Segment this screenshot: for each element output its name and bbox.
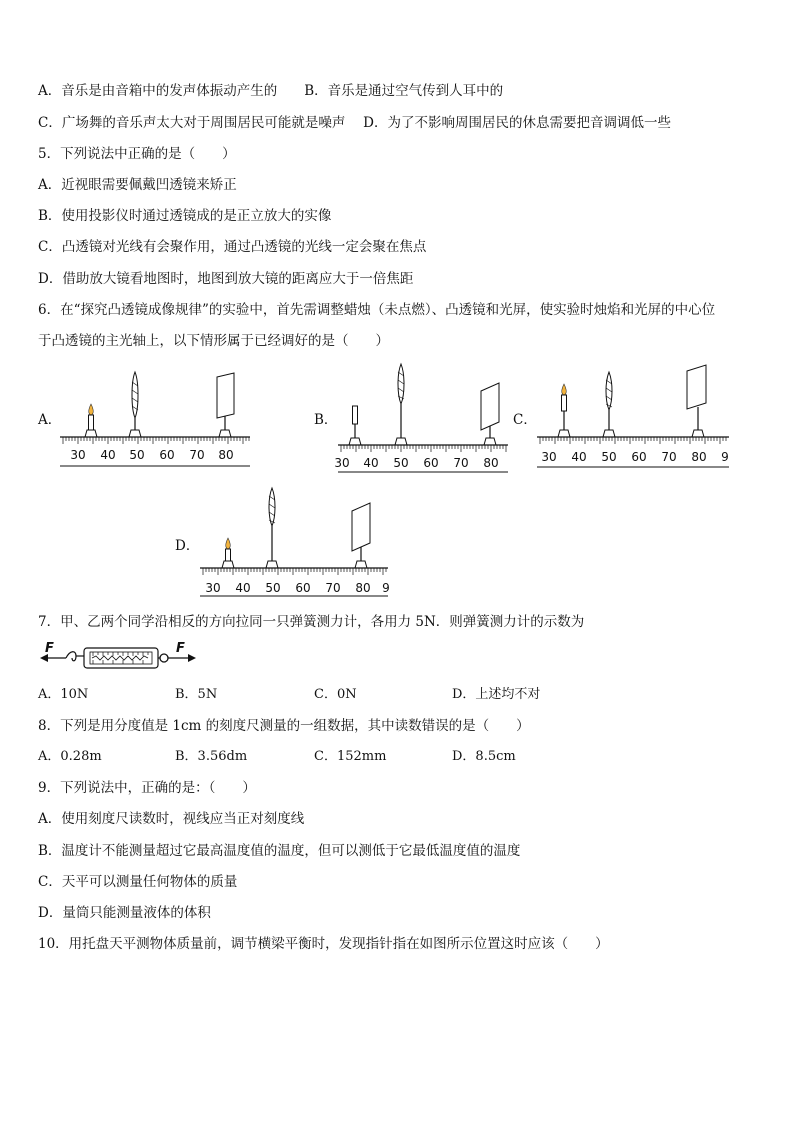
tick-label-80: 80	[218, 448, 234, 462]
tick-label-40: 40	[363, 456, 379, 470]
tick-label-50: 50	[393, 456, 409, 470]
tick-label-70: 70	[325, 581, 341, 595]
q9-option-d: D．量筒只能测量液体的体积	[38, 905, 211, 921]
right-force-label: F	[176, 641, 185, 656]
tick-label-40: 40	[571, 450, 587, 464]
ruler-tick-labels	[541, 450, 728, 464]
q7-option-c: C．0N	[314, 687, 357, 702]
q7-option-d: D．上述均不对	[452, 687, 541, 702]
light-screen	[217, 373, 234, 430]
ring-right	[158, 654, 168, 662]
tick-label-60: 60	[295, 581, 311, 595]
q9-option-c: C．天平可以测量任何物体的质量	[38, 874, 238, 890]
q6-label-c: C．	[513, 412, 537, 428]
tick-label-80: 80	[483, 456, 499, 470]
tick-label-30: 30	[334, 456, 350, 470]
candle	[226, 538, 231, 561]
tick-label-50: 50	[265, 581, 281, 595]
q6-stem-line1: 6．在“探究凸透镜成像规律”的实验中，首先需调整蜡烛（未点燃）、凸透镜和光屏，使实验时烛焰和光屏的中心位	[38, 302, 716, 318]
q7-stem: 7．甲、乙两个同学沿相反的方向拉同一只弹簧测力计，各用力 5N．则弹簧测力计的示数为	[38, 614, 585, 630]
q5-option-b: B．使用投影仪时通过透镜成的是正立放大的实像	[38, 208, 332, 224]
q8-stem: 8．下列是用分度值是 1cm 的刻度尺测量的一组数据，其中读数错误的是（ ）	[38, 718, 530, 734]
tick-label-40: 40	[100, 448, 116, 462]
q7-option-b: B．5N	[175, 687, 218, 702]
candle	[89, 404, 94, 432]
convex-lens	[398, 364, 404, 438]
light-screen	[481, 383, 499, 438]
q6-stem-line2: 于凸透镜的主光轴上，以下情形属于已经调好的是（ ）	[38, 333, 389, 349]
q9-stem: 9．下列说法中，正确的是：（ ）	[38, 780, 256, 796]
ruler-tick-labels	[334, 456, 498, 470]
light-screen	[687, 365, 706, 430]
light-screen	[352, 503, 370, 561]
q4-options-ab: A．音乐是由音箱中的发声体振动产生的 B．音乐是通过空气传到人耳中的	[38, 83, 504, 99]
left-force-label: F	[45, 641, 54, 656]
tick-label-60: 60	[631, 450, 647, 464]
left-force-arrow	[40, 641, 66, 662]
q10-stem: 10．用托盘天平测物体质量前，调节横梁平衡时，发现指针指在如图所示位置这时应该（ ）	[38, 936, 609, 952]
q5-option-c: C．凸透镜对光线有会聚作用，通过凸透镜的光线一定会聚在焦点	[38, 239, 427, 255]
q8-option-c: C．152mm	[314, 749, 387, 764]
tick-label-70: 70	[453, 456, 469, 470]
q6-label-d: D．	[175, 538, 200, 554]
q6-label-a: A．	[38, 412, 62, 428]
tick-label-80: 80	[355, 581, 371, 595]
q5-option-d: D．借助放大镜看地图时，地图到放大镜的距离应大于一倍焦距	[38, 271, 414, 287]
tick-label-90: 9	[721, 450, 729, 464]
convex-lens	[606, 372, 612, 430]
tick-label-80: 80	[691, 450, 707, 464]
ruler-tick-labels	[70, 448, 233, 462]
hook-left	[66, 652, 84, 661]
tick-label-50: 50	[129, 448, 145, 462]
q6-diagram-b	[336, 360, 514, 478]
candle	[562, 384, 567, 430]
convex-lens	[132, 372, 138, 430]
tick-label-30: 30	[70, 448, 86, 462]
q6-diagram-c	[535, 362, 735, 478]
q4-options-cd: C．广场舞的音乐声太大对于周围居民可能就是噪声 D．为了不影响周围居民的休息需要把音调调低一些	[38, 115, 671, 131]
q9-option-a: A．使用刻度尺读数时，视线应当正对刻度线	[38, 811, 305, 827]
tick-label-50: 50	[601, 450, 617, 464]
candle	[353, 406, 358, 440]
q6-label-b: B．	[314, 412, 338, 428]
q8-option-d: D．8.5cm	[452, 749, 516, 764]
holders	[349, 438, 496, 445]
tick-label-40: 40	[235, 581, 251, 595]
q5-option-a: A．近视眼需要佩戴凹透镜来矫正	[38, 177, 237, 193]
q8-option-a: A．0.28m	[38, 749, 102, 764]
holders	[85, 430, 231, 437]
tick-label-70: 70	[661, 450, 677, 464]
tick-label-70: 70	[189, 448, 205, 462]
tick-label-90: 9	[382, 581, 390, 595]
spring-scale-diagram	[38, 640, 198, 676]
tick-label-60: 60	[423, 456, 439, 470]
q6-diagram-d	[198, 486, 394, 602]
q7-option-a: A．10N	[38, 687, 89, 702]
q8-option-b: B．3.56dm	[175, 749, 248, 764]
right-force-arrow	[168, 641, 196, 662]
q6-diagram-a	[58, 368, 258, 472]
ruler-tick-labels	[205, 581, 389, 595]
holders	[222, 561, 367, 568]
holders	[558, 430, 704, 437]
q9-option-b: B．温度计不能测量超过它最高温度值的温度，但可以测低于它最低温度值的温度	[38, 843, 521, 859]
q5-stem: 5．下列说法中正确的是（ ）	[38, 146, 236, 162]
tick-label-60: 60	[159, 448, 175, 462]
convex-lens	[269, 488, 275, 561]
tick-label-30: 30	[541, 450, 557, 464]
tick-label-30: 30	[205, 581, 221, 595]
spring-scale-body	[84, 648, 158, 668]
